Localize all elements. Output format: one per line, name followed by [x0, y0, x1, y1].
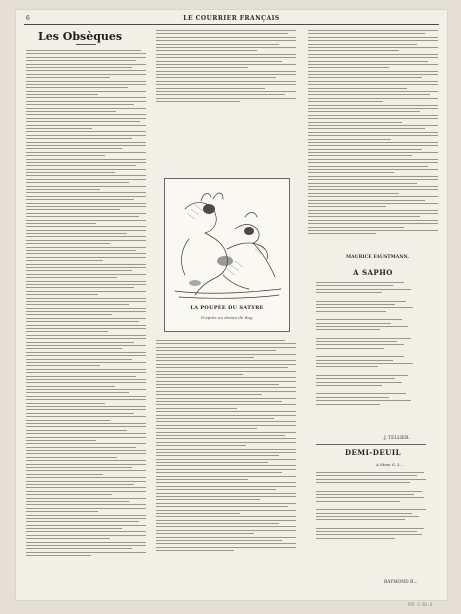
page-number: 6	[26, 15, 30, 22]
satyr-drawing	[165, 179, 289, 301]
illustration-credit: D'après un dessin de Roy.	[200, 315, 254, 320]
poem2-stanzas	[316, 472, 436, 541]
poem2-title: DEMI-DEUIL	[344, 448, 402, 457]
poem-signature: J. TELLIER.	[384, 436, 410, 441]
column-2-bottom-text	[156, 340, 296, 554]
poem2-rule	[316, 444, 426, 445]
column-3-text	[308, 30, 438, 237]
poem-title: A SAPHO	[353, 268, 393, 277]
poem-stanzas	[316, 282, 426, 407]
poem2-signature: RAYMOND R...	[384, 580, 418, 585]
column-1-text	[26, 50, 146, 559]
archive-stamp: PDF-C-B3-8	[408, 602, 433, 607]
header-rule	[24, 24, 439, 25]
article-signature: MAURICE FAUSTMANN.	[346, 255, 410, 260]
newspaper-page	[16, 10, 447, 600]
illustration-caption: LA POUPÉE DU SATYRE	[190, 305, 264, 311]
journal-title: LE COURRIER FRANÇAIS	[183, 15, 280, 22]
title-ornament	[76, 44, 96, 45]
article-title: Les Obsèques	[38, 30, 123, 43]
poem2-dedication: A Mme G. L...	[376, 462, 404, 467]
column-2-top-text	[156, 30, 296, 105]
illustration-frame	[164, 178, 290, 332]
